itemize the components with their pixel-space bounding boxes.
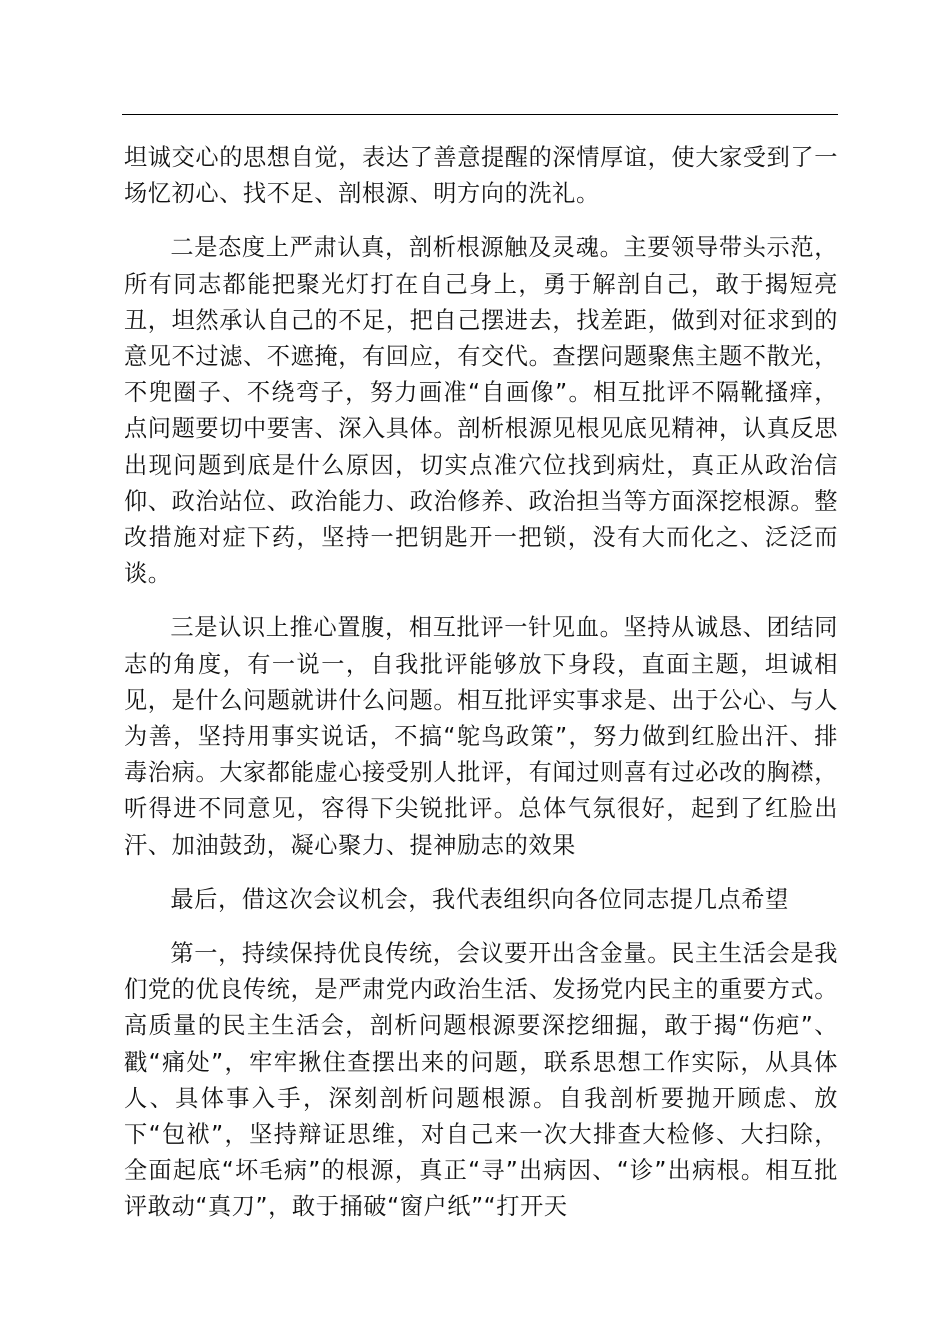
paragraph-5: 第一，持续保持优良传统，会议要开出含金量。民主生活会是我们党的优良传统，是严肃党内政治生活、发扬党内民主的重要方式。高质量的民主生活会，剖析问题根源要深挖细掘，敢于揭“伤疤”、戳“痛处”，牢牢揪住查摆出来的问题，联系思想工作实际，从具体人、具体事入手，深刻剖析问题根源。自我剖析要抛开顾虑、放下“包袱”，坚持辩证思维，对自己来一次大排查大检修、大扫除，全面起底“坏毛病”的根源，真正“寻”出病因、“诊”出病根。相互批评敢动“真刀”，敢于捅破“窗户纸”“打开天 [124, 940, 838, 1221]
document-body [124, 140, 838, 1244]
paragraph-3: 三是认识上推心置腹，相互批评一针见血。坚持从诚恳、团结同志的角度，有一说一，自我批评能够放下身段，直面主题，坦诚相见，是什么问题就讲什么问题。相互批评实事求是、出于公心、与人为善，坚持用事实说话，不搞“鸵鸟政策”，努力做到红脸出汗、排毒治病。大家都能虚心接受别人批评，有闻过则喜有过必改的胸襟，听得进不同意见，容得下尖锐批评。总体气氛很好，起到了红脸出汗、加油鼓劲，凝心聚力、提神励志的效果 [124, 614, 838, 859]
paragraph-1: 坦诚交心的思想自觉，表达了善意提醒的深情厚谊，使大家受到了一场忆初心、找不足、剖根源、明方向的洗礼。 [124, 144, 838, 208]
paragraph-2: 二是态度上严肃认真，剖析根源触及灵魂。主要领导带头示范，所有同志都能把聚光灯打在自己身上，勇于解剖自己，敢于揭短亮丑，坦然承认自己的不足，把自己摆进去，找差距，做到对征求到的意见不过滤、不遮掩，有回应，有交代。查摆问题聚焦主题不散光，不兜圈子、不绕弯子，努力画准“自画像”。相互批评不隔靴搔痒，点问题要切中要害、深入具体。剖析根源见根见底见精神，认真反思出现问题到底是什么原因，切实点准穴位找到病灶，真正从政治信仰、政治站位、政治能力、政治修养、政治担当等方面深挖根源。整改措施对症下药，坚持一把钥匙开一把锁，没有大而化之、泛泛而谈。 [124, 234, 838, 588]
paragraph-4: 最后，借这次会议机会，我代表组织向各位同志提几点希望 [170, 885, 789, 913]
header-rule [122, 114, 838, 115]
